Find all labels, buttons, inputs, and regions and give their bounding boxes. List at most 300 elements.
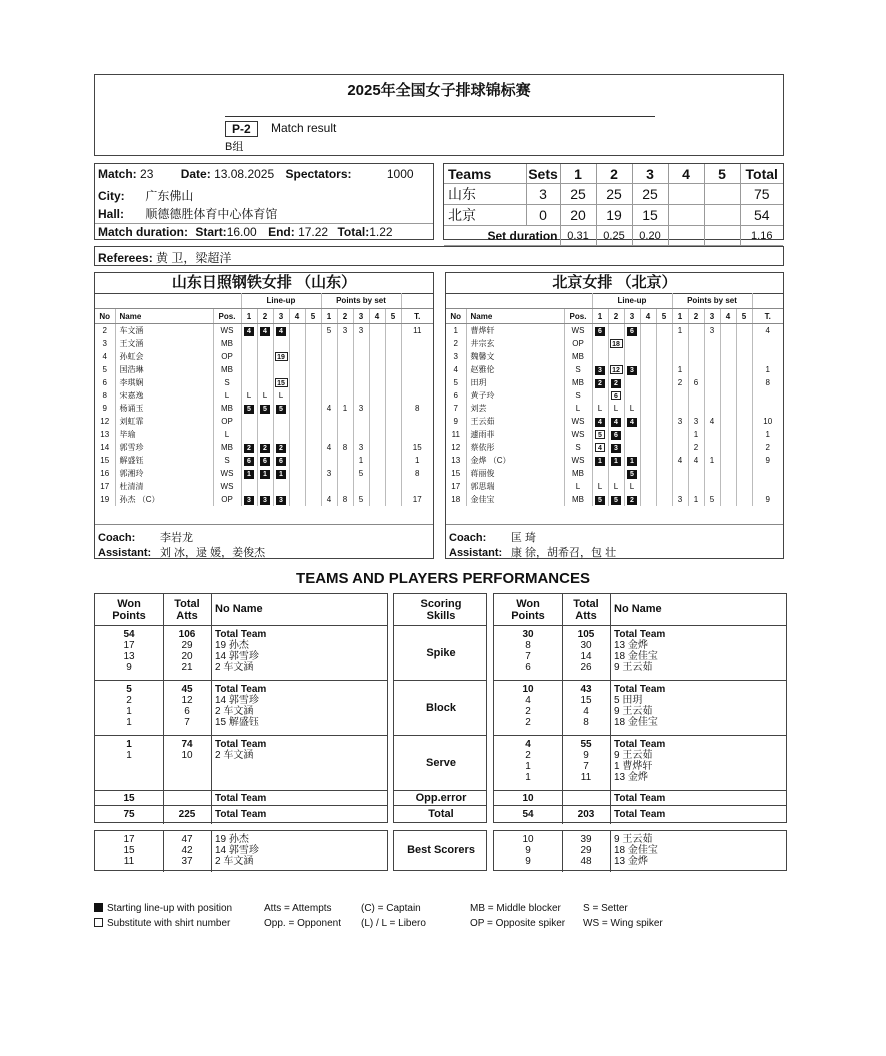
- lineup-cell: [592, 337, 608, 350]
- set-points: [385, 454, 401, 467]
- starting-position-box: 3: [611, 444, 621, 453]
- score-set-points: [668, 184, 704, 205]
- starting-position-box: 2: [595, 379, 605, 388]
- won-points-value: 1: [525, 761, 531, 772]
- lineup-cell: [289, 415, 305, 428]
- set-points: [704, 467, 720, 480]
- player-number: 3: [95, 337, 115, 350]
- player-total: 11: [413, 326, 422, 335]
- end-label: End:: [268, 225, 295, 239]
- won-points-value: 4: [525, 695, 531, 706]
- best-won-value: 17: [123, 834, 135, 845]
- set-points: 1: [688, 493, 704, 506]
- lineup-cell: [640, 415, 656, 428]
- player-name: 曹烨轩: [466, 324, 564, 338]
- score-set-points: 15: [632, 205, 668, 226]
- set-duration-value: 0.31: [560, 226, 596, 246]
- set-points: [736, 376, 752, 389]
- referees-box: [94, 246, 784, 266]
- set-points: [736, 363, 752, 376]
- set-points: 1: [337, 402, 353, 415]
- player-total: 1: [765, 430, 770, 439]
- player-row: [95, 415, 433, 428]
- starting-position-box: 5: [244, 405, 254, 414]
- opp-error-won: 15: [123, 793, 135, 804]
- atts-value: 15: [580, 695, 592, 706]
- legend-text: Substitute with shirt number: [107, 918, 231, 929]
- lineup-cell: [305, 376, 321, 389]
- score-row-team-b: [444, 205, 783, 226]
- player-name: 魏馨文: [466, 350, 564, 363]
- best-won-value: 9: [525, 856, 531, 867]
- set-points: [353, 415, 369, 428]
- set-points: 3: [672, 493, 688, 506]
- team-a-coach-row: [98, 529, 193, 545]
- lineup-cell: [608, 467, 624, 480]
- col-set: 1: [321, 309, 337, 324]
- scoring-skills-column: [393, 593, 487, 823]
- won-points-value: 13: [123, 651, 135, 662]
- lineup-cell: [640, 402, 656, 415]
- won-points-value: 7: [525, 651, 531, 662]
- total-team-label: Total Team: [215, 739, 267, 750]
- set-points: [704, 402, 720, 415]
- set-points: [385, 402, 401, 415]
- header-no-name: No Name: [614, 603, 662, 615]
- player-row: [446, 324, 783, 338]
- lineup-cell: [656, 337, 672, 350]
- filled-square-icon: [94, 903, 103, 912]
- set-points: [337, 363, 353, 376]
- player-name: 王文涵: [115, 337, 213, 350]
- doc-code: P-2: [225, 121, 258, 137]
- skill-total: Total: [428, 808, 454, 820]
- end-value: 17.22: [298, 225, 329, 239]
- total-team-label: Total Team: [614, 629, 666, 640]
- lineup-cell: [624, 415, 640, 428]
- player-position: OP: [564, 337, 592, 350]
- set-points: [736, 428, 752, 441]
- player-position: MB: [564, 493, 592, 506]
- best-atts-value: 37: [181, 856, 193, 867]
- starting-position-box: 5: [276, 405, 286, 414]
- set-points: [369, 493, 385, 506]
- lineup-cell: [257, 441, 273, 454]
- set-points: [736, 350, 752, 363]
- lineup-cell: [592, 454, 608, 467]
- city-label: City:: [98, 189, 125, 203]
- lineup-cell: [656, 350, 672, 363]
- player-position: OP: [213, 493, 241, 506]
- atts-value: 6: [184, 706, 190, 717]
- lineup-cell: [656, 493, 672, 506]
- legend-opp: Opp. = Opponent: [264, 918, 342, 929]
- score-box: [443, 163, 784, 243]
- row-divider: [494, 805, 786, 806]
- player-number: 6: [95, 376, 115, 389]
- player-row: [95, 337, 433, 350]
- player-row: [95, 480, 433, 493]
- total-team-label: Total Team: [614, 684, 666, 695]
- lineup-cell: [305, 415, 321, 428]
- lineup-cell: [592, 350, 608, 363]
- player-row: [95, 363, 433, 376]
- libero-mark: L: [613, 482, 619, 491]
- lineup-cell: [257, 350, 273, 363]
- lineup-cell: [273, 480, 289, 493]
- spectators-label: Spectators:: [285, 167, 352, 181]
- player-position: WS: [213, 480, 241, 493]
- col-set: 3: [353, 309, 369, 324]
- set-points: [736, 415, 752, 428]
- player-total: [401, 415, 433, 428]
- set-points: [337, 376, 353, 389]
- lineup-cell: [241, 350, 257, 363]
- lineup-cell: [305, 454, 321, 467]
- referees-value: 黄 卫，梁超洋: [156, 251, 232, 265]
- set-points: [720, 363, 736, 376]
- atts-value: 7: [583, 761, 589, 772]
- lineup-cell: [241, 441, 257, 454]
- starting-position-box: 2: [611, 379, 621, 388]
- set-points: 1: [353, 454, 369, 467]
- set-points: [321, 337, 337, 350]
- player-number: 13: [446, 454, 466, 467]
- lineup-cell: [608, 324, 624, 338]
- match-row: [98, 167, 430, 181]
- set-points: 5: [704, 493, 720, 506]
- lineup-cell: [656, 441, 672, 454]
- starting-position-box: 1: [244, 470, 254, 479]
- score-sets-won: 3: [526, 184, 560, 205]
- best-won-value: 11: [123, 856, 135, 867]
- coach-name: 李岩龙: [160, 532, 193, 544]
- player-row: [95, 441, 433, 454]
- set-points: 4: [688, 454, 704, 467]
- lineup-cell: [289, 337, 305, 350]
- lineup-cell: [257, 454, 273, 467]
- lineup-cell: [273, 350, 289, 363]
- atts-value: 29: [181, 640, 193, 651]
- player-name: 郭思瑞: [466, 480, 564, 493]
- player-name: 宋嘉逸: [115, 389, 213, 402]
- set-points: [736, 337, 752, 350]
- spectators-value: 1000: [386, 167, 414, 181]
- set-points: [337, 454, 353, 467]
- lineup-cell: [640, 493, 656, 506]
- score-header-set1: 1: [560, 164, 596, 184]
- lineup-cell: [608, 480, 624, 493]
- player-row: [446, 376, 783, 389]
- set-points: [353, 376, 369, 389]
- header-total-atts: Total Atts: [573, 598, 599, 622]
- set-points: [337, 415, 353, 428]
- player-position: OP: [213, 415, 241, 428]
- col-set: 5: [385, 309, 401, 324]
- player-row: [95, 389, 433, 402]
- best-scorers-b: [493, 830, 787, 871]
- team-b-assistant-row: [449, 544, 616, 560]
- set-points: [321, 415, 337, 428]
- lineup-cell: [656, 324, 672, 338]
- lineup-cell: [289, 324, 305, 338]
- starting-position-box: 4: [595, 418, 605, 427]
- duration-label: Match duration:: [98, 225, 188, 239]
- col-set: 2: [608, 309, 624, 324]
- starting-position-box: 5: [611, 496, 621, 505]
- set-points: [736, 402, 752, 415]
- lineup-cell: [656, 415, 672, 428]
- lineup-cell: [241, 376, 257, 389]
- lineup-cell: [241, 363, 257, 376]
- page-title: 2025年全国女子排球锦标赛: [347, 82, 531, 99]
- row-divider: [95, 680, 387, 681]
- set-points: [385, 480, 401, 493]
- player-position: MB: [564, 350, 592, 363]
- won-points-value: 8: [525, 640, 531, 651]
- substitute-number-box: 19: [275, 352, 288, 361]
- player-name: 李琪娴: [115, 376, 213, 389]
- set-points: 4: [321, 441, 337, 454]
- best-scorers-label-box: [393, 830, 487, 871]
- lineup-cell: [608, 441, 624, 454]
- score-header-row: [444, 164, 783, 184]
- player-position: WS: [564, 415, 592, 428]
- set-points: [704, 480, 720, 493]
- set-points: [720, 376, 736, 389]
- col-name: Name: [115, 309, 213, 324]
- score-team-name: 山东: [444, 184, 526, 205]
- team-a-assistant-row: [98, 544, 265, 560]
- atts-value: 26: [580, 662, 592, 673]
- atts-value: 74: [181, 739, 193, 750]
- player-name: 车文涵: [115, 324, 213, 338]
- set-duration-row: [444, 226, 783, 246]
- total-team-label: Total Team: [614, 739, 666, 750]
- set-points: [385, 363, 401, 376]
- set-points: [369, 402, 385, 415]
- start-label: Start:: [195, 225, 227, 239]
- lineup-cell: [592, 389, 608, 402]
- performance-table-a: [94, 593, 388, 823]
- player-entry: 2 车文涵: [215, 750, 254, 761]
- best-atts-value: 29: [580, 845, 592, 856]
- player-position: S: [564, 389, 592, 402]
- player-entry: 19 孙杰: [215, 640, 249, 651]
- lineup-cell: [592, 467, 608, 480]
- score-sets-won: 0: [526, 205, 560, 226]
- legend-substitute: [94, 918, 230, 929]
- won-points-value: 1: [126, 706, 132, 717]
- col-pos: Pos.: [564, 309, 592, 324]
- atts-value: 9: [583, 750, 589, 761]
- lineup-cell: [656, 480, 672, 493]
- score-set-points: [704, 184, 740, 205]
- score-header-sets: Sets: [526, 164, 560, 184]
- set-points: [672, 402, 688, 415]
- total-value: 1.22: [369, 225, 393, 239]
- lineup-cell: [624, 428, 640, 441]
- lineup-cell: [656, 402, 672, 415]
- starting-position-box: 3: [260, 496, 270, 505]
- lineup-cell: [624, 363, 640, 376]
- player-entry: 14 郭雪珍: [215, 695, 259, 706]
- start-value: 16.00: [226, 225, 257, 239]
- player-position: MB: [213, 337, 241, 350]
- set-points: [353, 363, 369, 376]
- player-row: [95, 324, 433, 338]
- col-total: T.: [752, 309, 783, 324]
- set-points: [736, 493, 752, 506]
- set-points: [688, 467, 704, 480]
- lineup-cell: [257, 337, 273, 350]
- lineup-cell: [273, 376, 289, 389]
- lineup-cell: [608, 389, 624, 402]
- set-points: [337, 350, 353, 363]
- lineup-cell: [640, 389, 656, 402]
- starting-position-box: 4: [276, 327, 286, 336]
- set-points: 3: [353, 402, 369, 415]
- set-points: [704, 441, 720, 454]
- won-points-value: 1: [126, 717, 132, 728]
- lineup-cell: [273, 402, 289, 415]
- won-points-value: 5: [126, 684, 132, 695]
- atts-value: 20: [181, 651, 193, 662]
- col-set: 4: [289, 309, 305, 324]
- set-points: [337, 337, 353, 350]
- lineup-cell: [273, 428, 289, 441]
- player-number: 5: [446, 376, 466, 389]
- lineup-cell: [656, 363, 672, 376]
- team-a-lineup-box: [94, 272, 434, 559]
- player-name: 金佳宝: [466, 493, 564, 506]
- column-divider: [211, 831, 212, 872]
- starting-position-box: 4: [627, 418, 637, 427]
- player-position: L: [564, 480, 592, 493]
- col-pos: Pos.: [213, 309, 241, 324]
- set-points: [321, 480, 337, 493]
- set-points: 8: [337, 441, 353, 454]
- set-points: [672, 480, 688, 493]
- set-points: 2: [672, 376, 688, 389]
- won-points-value: 54: [123, 629, 135, 640]
- lineup-cell: [273, 415, 289, 428]
- best-scorer-entry: 18 金佳宝: [614, 845, 658, 856]
- player-name: 郭湘玲: [115, 467, 213, 480]
- player-name: 杜清清: [115, 480, 213, 493]
- lineup-header-blank: [95, 293, 241, 309]
- lineup-cell: [592, 415, 608, 428]
- atts-value: 8: [583, 717, 589, 728]
- score-header-total: Total: [740, 164, 783, 184]
- lineup-cell: [289, 350, 305, 363]
- set-points: [720, 441, 736, 454]
- lineup-group-header: [95, 293, 433, 309]
- set-points: [321, 389, 337, 402]
- player-name: 赵雅伦: [466, 363, 564, 376]
- set-duration-total: 1.16: [740, 226, 783, 246]
- assistant-label: Assistant:: [449, 547, 503, 559]
- score-header-set5: 5: [704, 164, 740, 184]
- best-scorer-entry: 19 孙杰: [215, 834, 249, 845]
- set-points: [321, 428, 337, 441]
- set-points: [736, 480, 752, 493]
- best-won-value: 15: [123, 845, 135, 856]
- score-set-points: 19: [596, 205, 632, 226]
- score-header-set2: 2: [596, 164, 632, 184]
- header-divider: [225, 116, 655, 117]
- best-scorer-entry: 9 王云茹: [614, 834, 653, 845]
- set-points: [736, 467, 752, 480]
- total-won: 75: [123, 809, 135, 820]
- hall-label: Hall:: [98, 207, 125, 221]
- legend-s: S = Setter: [583, 903, 628, 914]
- lineup-cell: [241, 337, 257, 350]
- player-number: 6: [446, 389, 466, 402]
- player-row: [446, 350, 783, 363]
- player-number: 9: [95, 402, 115, 415]
- lineup-cell: [257, 493, 273, 506]
- lineup-cell: [640, 441, 656, 454]
- player-position: OP: [213, 350, 241, 363]
- starting-position-box: 4: [244, 327, 254, 336]
- team-b-player-rows: [446, 324, 783, 507]
- player-row: [446, 389, 783, 402]
- player-name: 蒋丽俊: [466, 467, 564, 480]
- lineup-cell: [257, 428, 273, 441]
- lineup-cell: [257, 467, 273, 480]
- set-points: [353, 337, 369, 350]
- libero-mark: L: [262, 391, 268, 400]
- best-atts-value: 39: [580, 834, 592, 845]
- player-name: 蔡依彤: [466, 441, 564, 454]
- row-divider: [394, 735, 486, 736]
- assistant-label: Assistant:: [98, 547, 152, 559]
- lineup-cell: [640, 363, 656, 376]
- set-points: [704, 428, 720, 441]
- won-points-value: 30: [522, 629, 534, 640]
- header-box: [94, 74, 784, 156]
- lineup-cell: [257, 480, 273, 493]
- col-set: 1: [241, 309, 257, 324]
- total-team-label: Total Team: [215, 684, 267, 695]
- substitute-number-box: 15: [275, 378, 288, 387]
- set-points: 3: [353, 324, 369, 338]
- lineup-cell: [257, 389, 273, 402]
- won-points-value: 4: [525, 739, 531, 750]
- header-total-atts: Total Atts: [174, 598, 200, 622]
- points-by-set-header: Points by set: [672, 293, 752, 309]
- opp-error-won: 10: [522, 793, 534, 804]
- player-name: 孙虹会: [115, 350, 213, 363]
- total-won: 54: [522, 809, 534, 820]
- starting-position-box: 2: [260, 444, 270, 453]
- col-set: 2: [337, 309, 353, 324]
- player-total: 17: [412, 495, 422, 504]
- libero-mark: L: [629, 482, 635, 491]
- starting-position-box: 3: [244, 496, 254, 505]
- set-points: 3: [321, 467, 337, 480]
- atts-value: 21: [181, 662, 193, 673]
- lineup-cell: [289, 363, 305, 376]
- team-a-player-rows: [95, 324, 433, 507]
- lineup-header-blank: [752, 293, 783, 309]
- lineup-cell: [624, 337, 640, 350]
- lineup-cell: [640, 350, 656, 363]
- player-number: 8: [95, 389, 115, 402]
- player-row: [95, 376, 433, 389]
- skill-name: Block: [426, 702, 456, 714]
